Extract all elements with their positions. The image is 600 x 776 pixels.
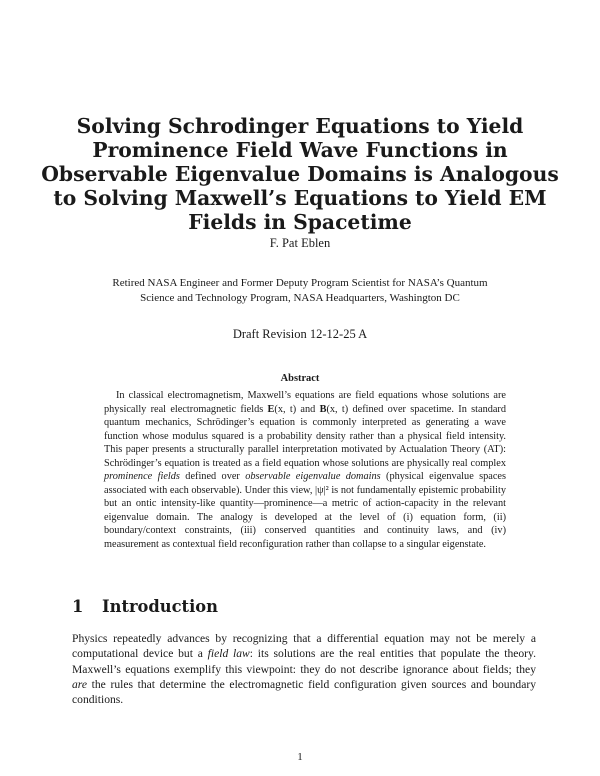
page-number: 1 — [297, 751, 303, 763]
abstract-text: (physical eigenvalue spaces associated with each observable). Under this view, |ψ|² is not fundamentally epistemic probability but an ontic intensity-like quantity—prominence—a metric of action-capacity in the relevant eigenvalue domain. The analogy is developed at the level of (i) equation form, (ii) boundary/context constraints, (iii) conserved quantities and continuity laws, and (iv) measurement as contextual field reconfiguration rather than collapse to a singular eigenstate. — [104, 471, 507, 550]
author-affiliation — [60, 276, 540, 306]
affiliation-line: Science and Technology Program, NASA Headquarters, Washington DC — [140, 292, 460, 304]
vector-E: E — [267, 403, 275, 415]
intro-text: : its solutions are the real entities that populate the theory. Maxwell’s equations exemplify this viewpoint: they do not describe ignorance about fields; they — [72, 647, 536, 676]
emphasis-text: are — [72, 677, 88, 691]
title-line: Solving Schrodinger Equations to Yield — [76, 114, 524, 138]
emphasis-text: prominence fields — [104, 471, 180, 482]
intro-text: Physics repeatedly advances by recognizing that a differential equation may not be merely a computational device but a — [72, 632, 536, 661]
author-name: F. Pat Eblen — [269, 236, 331, 250]
section-number: 1 — [72, 597, 84, 616]
emphasis-text: field law — [207, 647, 250, 661]
abstract-text: (x, t) — [274, 403, 297, 415]
intro-text: the rules that determine the electromagnetic field configuration given sources and boundary conditions. — [72, 677, 536, 707]
title-line: Fields in Spacetime — [188, 210, 412, 234]
abstract-body — [104, 389, 506, 551]
title-line: Prominence Field Wave Functions in — [92, 138, 508, 162]
section-title: Introduction — [102, 597, 218, 616]
draft-revision: Draft Revision 12-12-25 A — [232, 327, 368, 341]
intro-paragraph — [72, 631, 536, 707]
affiliation-line: Retired NASA Engineer and Former Deputy Program Scientist for NASA’s Quantum — [112, 277, 488, 289]
vector-B: B — [319, 403, 327, 415]
abstract-text: In classical electromagnetism, Maxwell’s equations are field equations whose solutions are physically real electromagnetic fields — [104, 390, 506, 415]
abstract-heading: Abstract — [280, 373, 320, 384]
abstract-text: defined over spacetime. In standard quantum mechanics, Schrödinger’s equation is commonly interpreted as generating a wave function whose modulus squared is a probability density rather than a physical field intensity. This paper presents a structurally parallel interpretation motivated by Actualation Theory (AT): Schrödinger’s equation is treated as a field equation whose solutions are physically real complex — [104, 403, 507, 469]
abstract-text: and — [296, 403, 320, 415]
paper-title — [40, 114, 560, 234]
abstract-text: defined over — [179, 471, 246, 482]
abstract-text: (x, t) — [326, 403, 349, 415]
emphasis-text: observable eigenvalue domains — [245, 471, 381, 482]
section-heading — [72, 597, 218, 616]
title-line: to Solving Maxwell’s Equations to Yield EM — [53, 186, 547, 210]
title-line: Observable Eigenvalue Domains is Analogous — [41, 162, 559, 186]
